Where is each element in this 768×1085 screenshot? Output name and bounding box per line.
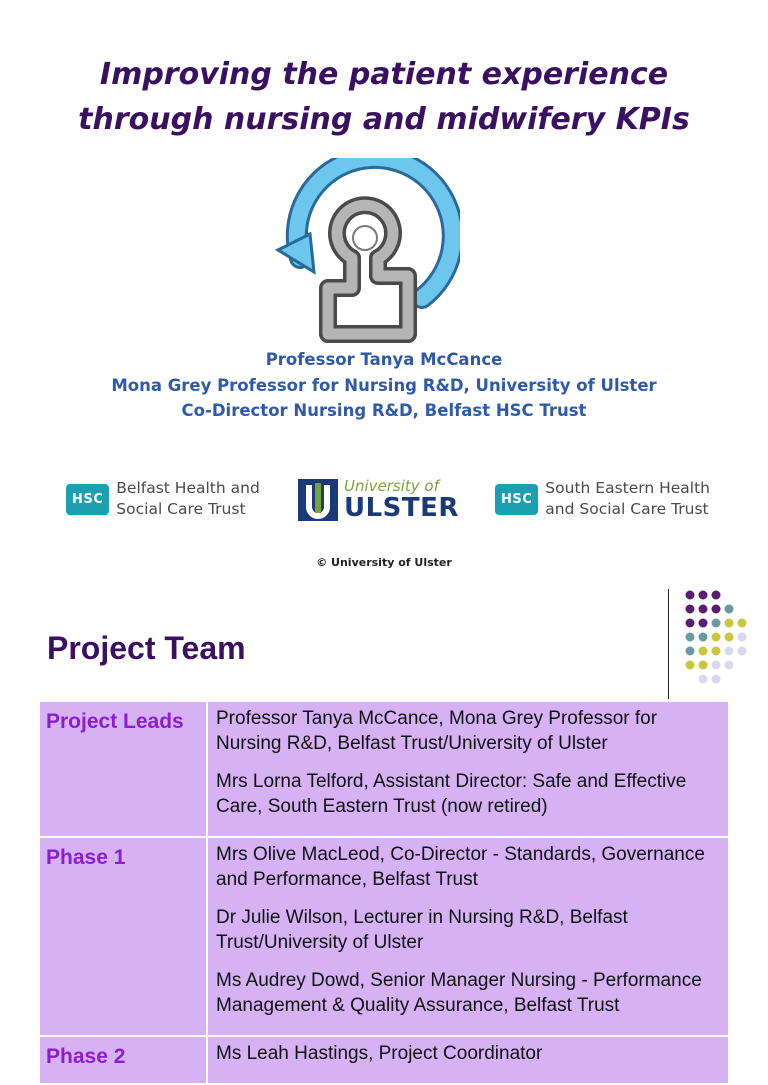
ulster-crest-icon <box>298 479 338 521</box>
decorative-divider <box>668 589 669 699</box>
project-team-slide <box>0 585 768 1068</box>
table-row <box>39 837 729 1036</box>
role-label: Phase 2 <box>39 1036 207 1084</box>
table-row <box>39 701 729 837</box>
ulster-logo <box>298 478 459 522</box>
team-member: Dr Julie Wilson, Lecturer in Nursing R&D, Belfast Trust/University of Ulster <box>216 907 628 953</box>
team-member: Professor Tanya McCance, Mona Grey Professor for Nursing R&D, Belfast Trust/University of Ulster <box>216 708 658 754</box>
members-cell <box>207 1036 729 1084</box>
south-eastern-logo-line-1: South Eastern Health <box>545 479 710 497</box>
belfast-logo-line-2: Social Care Trust <box>116 500 246 518</box>
role-label: Phase 1 <box>39 837 207 1036</box>
team-member: Mrs Olive MacLeod, Co-Director - Standards, Governance and Performance, Belfast Trust <box>216 844 705 890</box>
members-cell <box>207 837 729 1036</box>
presenter-block <box>0 347 768 424</box>
title-line-1: Improving the patient experience <box>99 57 669 92</box>
hsc-badge: HSC <box>66 484 109 515</box>
belfast-logo-line-1: Belfast Health and <box>116 479 260 497</box>
team-member: Ms Audrey Dowd, Senior Manager Nursing - Performance Management & Quality Assurance, Belfast Trust <box>216 970 702 1016</box>
belfast-trust-logo <box>66 478 260 520</box>
presenter-name: Professor Tanya McCance <box>265 350 503 369</box>
south-eastern-logo-line-2: and Social Care Trust <box>545 500 709 518</box>
presenter-role-1: Mona Grey Professor for Nursing R&D, University of Ulster <box>111 375 657 395</box>
ulster-logo-line-2: ULSTER <box>344 493 459 523</box>
team-member: Mrs Lorna Telford, Assistant Director: Safe and Effective Care, South Eastern Trust (now retired) <box>216 771 687 817</box>
patient-cycle-icon <box>270 158 460 343</box>
slide-title: Project Team <box>47 630 246 666</box>
members-cell <box>207 701 729 837</box>
presenter-role-2: Co-Director Nursing R&D, Belfast HSC Trust <box>181 401 587 420</box>
decorative-dots-icon <box>680 588 760 698</box>
role-label: Project Leads <box>39 701 207 837</box>
title-line-2: through nursing and midwifery KPIs <box>78 102 690 137</box>
team-member: Ms Leah Hastings, Project Coordinator <box>216 1043 543 1064</box>
copyright-notice: © University of Ulster <box>316 556 452 569</box>
hsc-badge: HSC <box>495 484 538 515</box>
presentation-title <box>0 52 768 142</box>
project-team-table <box>38 700 730 1085</box>
table-row <box>39 1036 729 1084</box>
ulster-logo-line-1: University of <box>344 477 439 495</box>
south-eastern-trust-logo <box>495 478 710 520</box>
